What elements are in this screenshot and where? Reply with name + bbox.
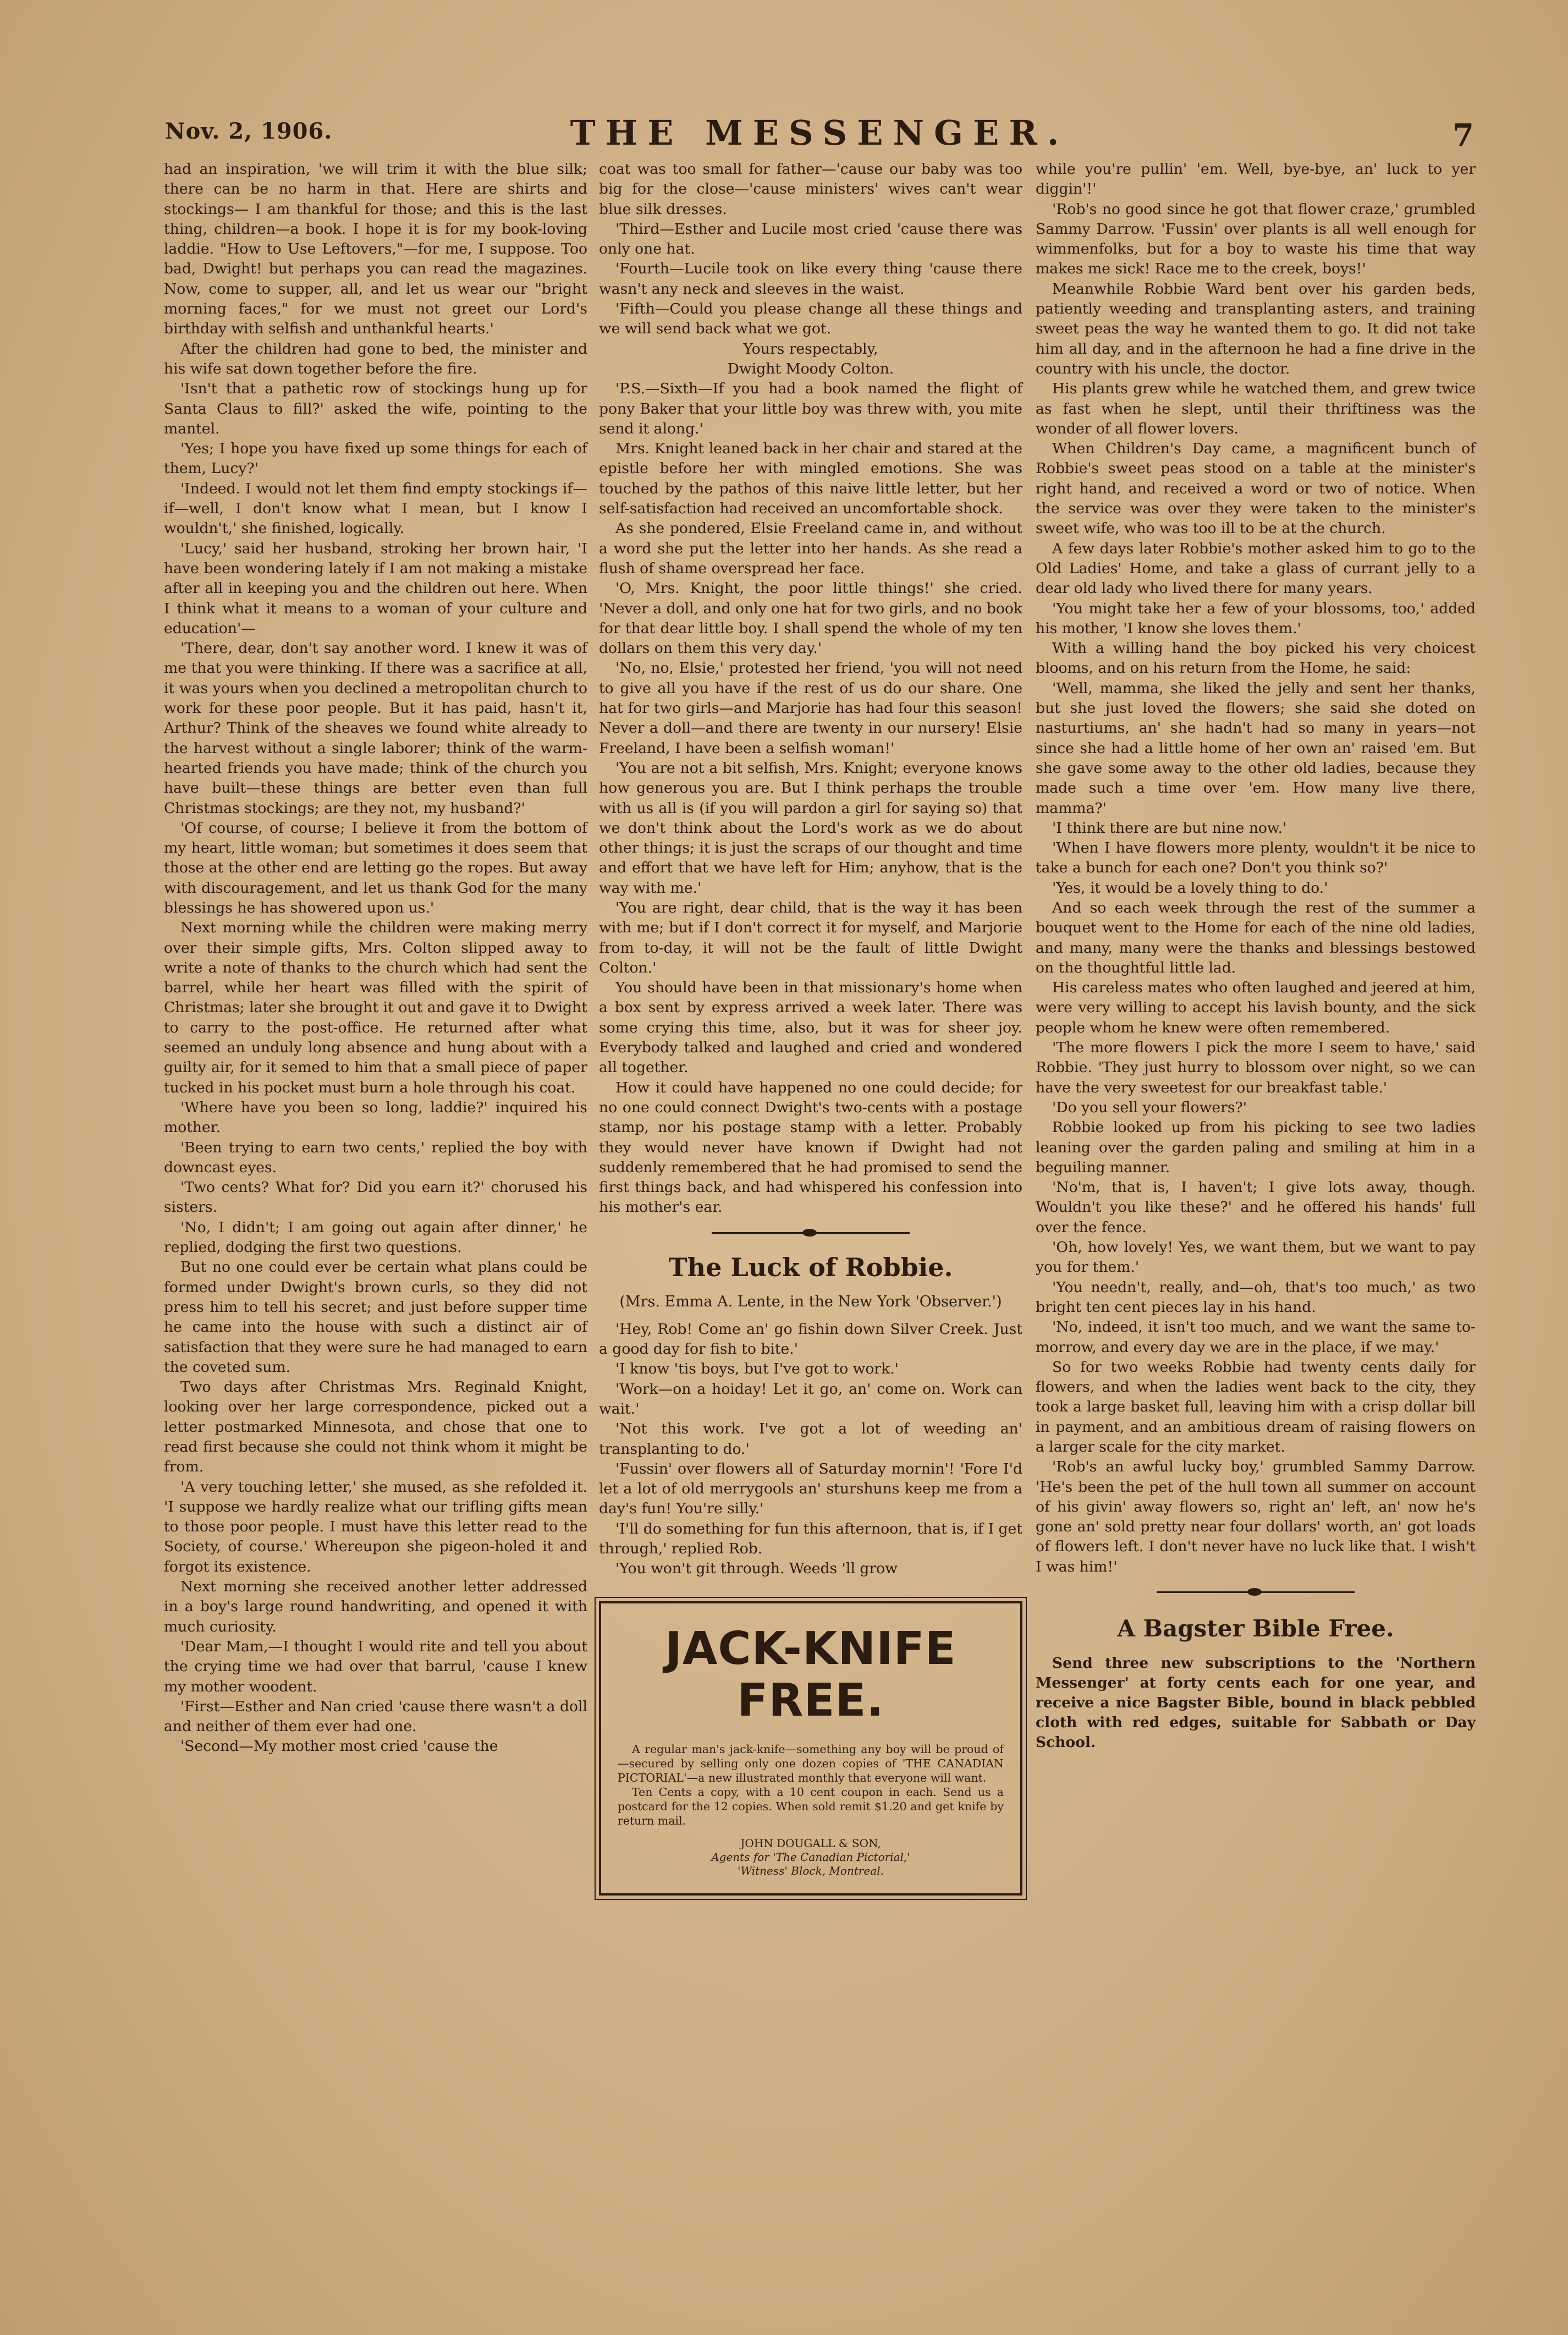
paragraph: 'No, indeed, it isn't too much, and we want the same to-morrow, and every day we are in the place, if we may.' xyxy=(1036,1318,1476,1356)
paragraph: 'First—Esther and Nan cried 'cause there wasn't a doll and neither of them ever had one. xyxy=(164,1697,587,1735)
column-1 xyxy=(164,160,587,1757)
paragraph: So for two weeks Robbie had twenty cents daily for flowers, and when the ladies went back to the city, they took a large basket full, leaving him with a crisp dollar bill in payment, and an ambitious dream of raising flowers on a larger scale for the city market. xyxy=(1036,1358,1476,1455)
paragraph: 'Rob's no good since he got that flower craze,' grumbled Sammy Darrow. 'Fussin' over plants is all well enough for wimmenfolks, but for a boy to waste his time that way makes me sick! Race me to the creek, boys!' xyxy=(1036,200,1476,278)
paragraph: But no one could ever be certain what plans could be formed under Dwight's brown curls, so they did not press him to tell his secret; and just before supper time he came into the house with such a distinct air of satisfaction that they were sure he had managed to earn the coveted sum. xyxy=(164,1259,587,1376)
letter-signature: Dwight Moody Colton. xyxy=(727,360,894,377)
paragraph: 'Dear Mam,—I thought I would rite and tell you about the crying time we had over that barrul, 'cause I knew my mother woodent. xyxy=(164,1638,587,1695)
paragraph: 'You needn't, really, and—oh, that's too much,' as two bright ten cent pieces lay in his hand. xyxy=(1036,1278,1476,1316)
ad-signature xyxy=(618,1837,1004,1878)
ad-paragraph: Ten Cents a copy, with a 10 cent coupon in each. Send us a postcard for the 12 copies. When sold remit $1.20 and get knife by return mail. xyxy=(618,1785,1004,1827)
paragraph: 'Yes, it would be a lovely thing to do.' xyxy=(1052,879,1328,897)
paragraph: coat was too small for father—'cause our baby was too big for the close—'cause ministers' wives can't wear blue silk dresses. xyxy=(599,161,1022,218)
paragraph: 'Hey, Rob! Come an' go fishin down Silver Creek. Just a good day for fish to bite.' xyxy=(599,1320,1022,1358)
section-divider xyxy=(712,1232,910,1234)
paragraph: 'Been trying to earn two cents,' replied the boy with downcast eyes. xyxy=(164,1139,587,1176)
paragraph: 'Yes; I hope you have fixed up some things for each of them, Lucy?' xyxy=(164,440,587,477)
paragraph: 'Isn't that a pathetic row of stockings hung up for Santa Claus to fill?' asked the wife, pointing to the mantel. xyxy=(164,380,587,437)
paragraph: 'O, Mrs. Knight, the poor little things!' she cried. 'Never a doll, and only one hat for two girls, and no book for that dear little boy. I shall spend the whole of my ten dollars on them this very day.' xyxy=(599,580,1022,657)
jack-knife-advertisement xyxy=(599,1601,1022,1896)
paragraph: 'Oh, how lovely! Yes, we want them, but we want to pay you for them.' xyxy=(1036,1239,1476,1276)
paragraph: Next morning she received another letter addressed in a boy's large round handwriting, and opened it with much curiosity. xyxy=(164,1578,587,1635)
paragraph: 'Rob's an awful lucky boy,' grumbled Sammy Darrow. 'He's been the pet of the hull town all summer on account of his givin' away flowers so, right an' left, an' now he's gone an' sold pretty near four dollars' worth, an' got loads of flowers left. I don't never have no luck like that. I wish't I was him!' xyxy=(1036,1458,1476,1575)
paragraph: 'You are right, dear child, that is the way it has been with me; but if I don't correct it for myself, and Marjorie from to-day, it will not be the fault of little Dwight Colton.' xyxy=(599,899,1022,976)
ad-sign-line: Agents for 'The Canadian Pictorial,' xyxy=(711,1850,910,1864)
ad-paragraph: A regular man's jack-knife—something any boy will be proud of—secured by selling only one dozen copies of 'THE CANADIAN PICTORIAL'—a new illustrated monthly that everyone will want. xyxy=(618,1742,1004,1784)
paragraph: 'When I have flowers more plenty, wouldn't it be nice to take a bunch for each one? Don't you think so?' xyxy=(1036,839,1476,877)
ad-title: JACK-KNIFE FREE. xyxy=(665,1622,956,1727)
paragraph: 'Second—My mother most cried 'cause the xyxy=(180,1738,498,1755)
paragraph: 'There, dear, don't say another word. I knew it was of me that you were thinking. If there was a sacrifice at all, it was yours when you declined a metropolitan church to work for these poor people. But it has paid, hasn't it, Arthur? Think of the sheaves we found white already to the harvest without a single laborer; think of the warm-hearted friends you have made; think of the church you have built—these things are better even than full Christmas stockings; are they not, my husband?' xyxy=(164,640,587,817)
paragraph: His plants grew while he watched them, and grew twice as fast when he slept, until their thriftiness was the wonder of all flower lovers. xyxy=(1036,380,1476,437)
paragraph: 'Indeed. I would not let them find empty stockings if—if—well, I don't know what I mean, but I know I wouldn't,' she finished, logically. xyxy=(164,480,587,537)
paragraph: 'No, I didn't; I am going out again after dinner,' he replied, dodging the first two questions. xyxy=(164,1218,587,1256)
paragraph: 'Lucy,' said her husband, stroking her brown hair, 'I have been wondering lately if I am not making a mistake after all in keeping you and the children out here. When I think what it means to a woman of your culture and education'— xyxy=(164,540,587,637)
paragraph: 'A very touching letter,' she mused, as she refolded it. 'I suppose we hardly realize what our trifling gifts mean to those poor people. I must have this letter read to the Society, of course.' Whereupon she pigeon-holed it and forgot its existence. xyxy=(164,1478,587,1575)
paragraph: 'Not this work. I've got a lot of weeding an' transplanting to do.' xyxy=(599,1420,1022,1458)
paragraph: Next morning while the children were making merry over their simple gifts, Mrs. Colton slipped away to write a note of thanks to the church which had sent the barrel, while her heart was filled with the spirit of Christmas; later she brought it out and gave it to Dwight to carry to the post-office. He returned after what seemed an unduly long absence and hung about with a guilty air, for it semed to him that a small piece of paper tucked in his pocket must burn a hole through his coat. xyxy=(164,919,587,1096)
issue-date: Nov. 2, 1906. xyxy=(165,118,333,144)
paragraph: 'Work—on a hoiday! Let it go, an' come on. Work can wait.' xyxy=(599,1380,1022,1418)
paragraph: 'You might take her a few of your blossoms, too,' added his mother, 'I know she loves them.' xyxy=(1036,600,1476,637)
paragraph: 'Two cents? What for? Did you earn it?' chorused his sisters. xyxy=(164,1179,587,1216)
section-divider xyxy=(1157,1591,1355,1593)
paragraph: 'No'm, that is, I haven't; I give lots away, though. Wouldn't you like these?' and he offered his hands' full over the fence. xyxy=(1036,1179,1476,1236)
column-3 xyxy=(1036,160,1476,1752)
paragraph: 'Fussin' over flowers all of Saturday mornin'! 'Fore I'd let a lot of old merrygools an' sturshuns keep me from a day's fun! You're silly.' xyxy=(599,1460,1022,1518)
paragraph: while you're pullin' 'em. Well, bye-bye, an' luck to yer diggin'!' xyxy=(1036,161,1476,198)
paragraph: After the children had gone to bed, the minister and his wife sat down together before the fire. xyxy=(164,340,587,377)
paragraph: 'No, no, Elsie,' protested her friend, 'you will not need to give all you have if the rest of us do our share. One hat for two girls—and Marjorie has had four this season! Never a doll—and there are twenty in our nursery! Elsie Freeland, I have been a selfish woman!' xyxy=(599,660,1022,757)
page-number: 7 xyxy=(1453,117,1474,153)
paragraph: 'P.S.—Sixth—If you had a book named the flight of pony Baker that your little boy was threw with, you mite send it along.' xyxy=(599,380,1022,437)
paragraph: Mrs. Knight leaned back in her chair and stared at the epistle before her with mingled emotions. She was touched by the pathos of this naive little letter, but her self-satisfaction had received an uncomfortable shock. xyxy=(599,440,1022,518)
paragraph: 'Third—Esther and Lucile most cried 'cause there was only one hat. xyxy=(599,220,1022,258)
paragraph: Robbie looked up from his picking to see two ladies leaning over the garden paling and smiling at him in a beguiling manner. xyxy=(1036,1119,1476,1176)
paragraph: 'Fourth—Lucile took on like every thing 'cause there wasn't any neck and sleeves in the waist. xyxy=(599,260,1022,298)
paragraph: 'Where have you been so long, laddie?' inquired his mother. xyxy=(164,1098,587,1136)
column-2 xyxy=(599,160,1022,1896)
paragraph: Two days after Christmas Mrs. Reginald Knight, looking over her large correspondence, picked out a letter postmarked Minnesota, and chose that one to read first because she could not think whom it might be from. xyxy=(164,1378,587,1476)
ad-sign-line: JOHN DOUGALL & SON, xyxy=(740,1836,881,1850)
paragraph: As she pondered, Elsie Freeland came in, and without a word she put the letter into her hands. As she read a flush of shame overspread her face. xyxy=(599,520,1022,577)
story-source: (Mrs. Emma A. Lente, in the New York 'Observer.') xyxy=(619,1293,1002,1310)
letter-signoff: Yours respectably, xyxy=(743,340,878,358)
paragraph: 'Fifth—Could you please change all these things and we will send back what we got. xyxy=(599,300,1022,338)
ad-body xyxy=(618,1742,1004,1828)
bible-offer-title: A Bagster Bible Free. xyxy=(1117,1615,1394,1642)
paragraph: His careless mates who often laughed and jeered at him, were very willing to accept his lavish bounty, and the sick people whom he knew were often remembered. xyxy=(1036,979,1476,1036)
paragraph: With a willing hand the boy picked his very choicest blooms, and on his return from the Home, he said: xyxy=(1036,640,1476,677)
masthead-title: THE MESSENGER. xyxy=(570,113,1069,153)
bible-offer-text: Send three new subscriptions to the 'Northern Messenger' at forty cents each for one year, and receive a nice Bagster Bible, bound in black pebbled cloth with red edges, suitable for Sabbath or Day School. xyxy=(1036,1655,1476,1751)
paragraph: 'The more flowers I pick the more I seem to have,' said Robbie. 'They just hurry to blossom over night, so we can have the very sweetest for our breakfast table.' xyxy=(1036,1039,1476,1096)
paragraph: How it could have happened no one could decide; for no one could connect Dwight's two-cents with a postage stamp, nor his postage stamp with a letter. Probably they would never have known if Dwight had not suddenly remembered that he had promised to send the first things back, and had whispered his confession into his mother's ear. xyxy=(599,1079,1022,1216)
paragraph: 'You won't git through. Weeds 'll grow xyxy=(615,1560,898,1578)
paragraph: You should have been in that missionary's home when a box sent by express arrived a week later. There was some crying this time, also, but it was for sheer joy. Everybody talked and laughed and cried and wondered all together. xyxy=(599,979,1022,1076)
paragraph: 'I think there are but nine now.' xyxy=(1052,819,1287,837)
paragraph: 'You are not a bit selfish, Mrs. Knight; everyone knows how generous you are. But I think perhaps the trouble with us all is (if you will pardon a girl for saying so) that we don't think about the Lord's work as we do about other things; it is just the scraps of our thought and time and effort that we have left for Him; anyhow, that is the way with me.' xyxy=(599,759,1022,897)
paragraph: Meanwhile Robbie Ward bent over his garden beds, patiently weeding and transplanting asters, and training sweet peas the way he wanted them to go. It did not take him all day, and in the afternoon he had a fine drive in the country with his uncle, the doctor. xyxy=(1036,280,1476,377)
paragraph: And so each week through the rest of the summer a bouquet went to the Home for each of the nine old ladies, and many, many were the thanks and blessings bestowed on the thoughtful little lad. xyxy=(1036,899,1476,976)
paragraph: 'Do you sell your flowers?' xyxy=(1052,1098,1247,1116)
story-title: The Luck of Robbie. xyxy=(668,1252,953,1282)
paragraph: 'I'll do something for fun this afternoon, that is, if I get through,' replied Rob. xyxy=(599,1520,1022,1557)
paragraph: 'Of course, of course; I believe it from the bottom of my heart, little woman; but sometimes it does seem that those at the other end are letting go the ropes. But away with discouragement, and let us thank God for the many blessings he has showered upon us.' xyxy=(164,819,587,916)
paragraph: A few days later Robbie's mother asked him to go to the Old Ladies' Home, and take a glass of currant jelly to a dear old lady who lived there for many years. xyxy=(1036,540,1476,597)
paragraph: When Children's Day came, a magnificent bunch of Robbie's sweet peas stood on a table at the minister's right hand, and received a word or two of notice. When the service was over they were taken to the minister's sweet wife, who was too ill to be at the church. xyxy=(1036,440,1476,537)
paragraph: had an inspiration, 'we will trim it with the blue silk; there can be no harm in that. Here are shirts and stockings— I am thankful for those; and this is the last thing, children—a book. I hope it is for my book-loving laddie. "How to Use Leftovers,"—for me, I suppose. Too bad, Dwight! but perhaps you can read the magazines. Now, come to supper, all, and let us wear our "bright morning faces," for we must not greet our Lord's birthday with selfish and unthankful hearts.' xyxy=(164,161,587,338)
paragraph: 'I know 'tis boys, but I've got to work.' xyxy=(615,1360,899,1378)
ad-sign-line: 'Witness' Block, Montreal. xyxy=(738,1864,884,1877)
paragraph: 'Well, mamma, she liked the jelly and sent her thanks, but she just loved the flowers; she said she doted on nasturtiums, an' she hadn't had so many in years—not since she had a little home of her own an' raised 'em. But she gave some away to the other old ladies, because they made such a time over 'em. How many live there, mamma?' xyxy=(1036,679,1476,817)
